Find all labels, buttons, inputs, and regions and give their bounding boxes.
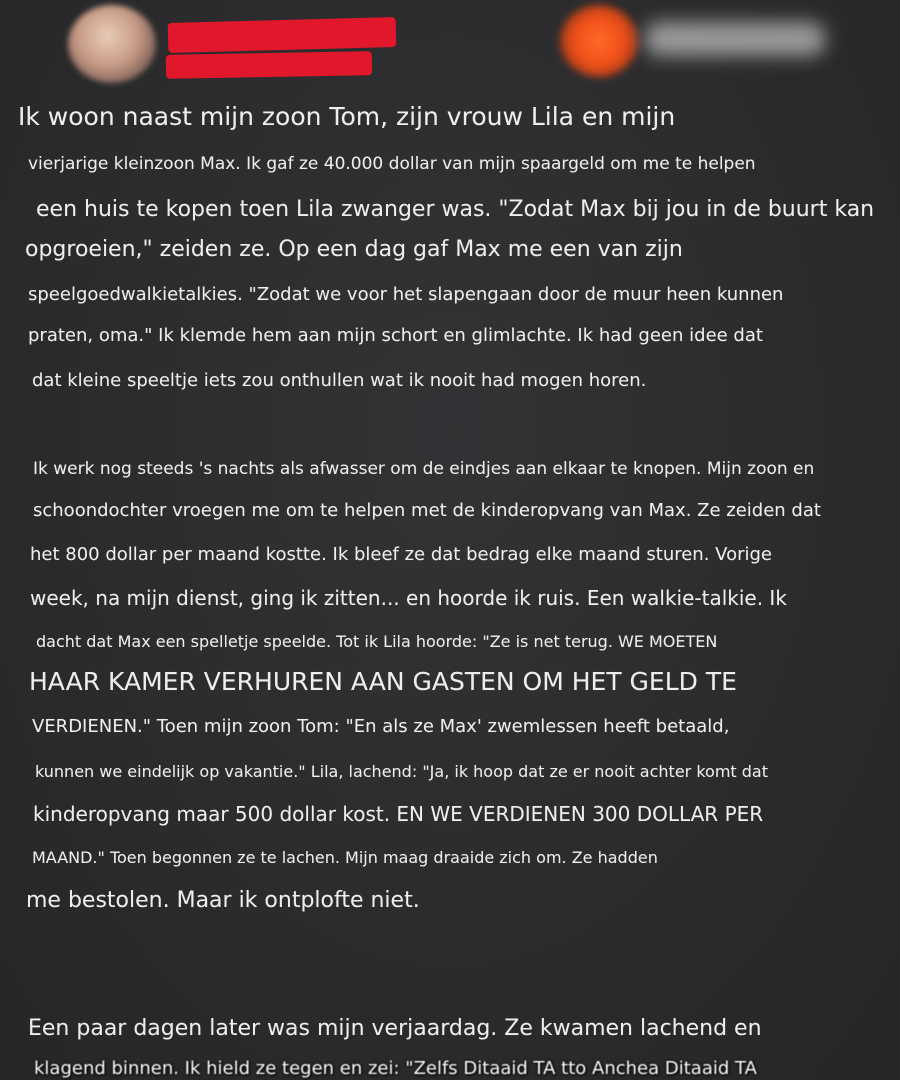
blurred-username (645, 22, 825, 56)
story-line: kinderopvang maar 500 dollar kost. EN WE VERDIENEN 300 DOLLAR PER (33, 802, 764, 826)
story-line: MAAND." Toen begonnen ze te lachen. Mijn maag draaide zich om. Ze hadden (32, 848, 658, 867)
right-avatar-icon (560, 5, 638, 77)
story-line: Ik werk nog steeds 's nachts als afwasser om de eindjes aan elkaar te knopen. Mijn zoon en (33, 459, 815, 479)
story-line: praten, oma." Ik klemde hem aan mijn schort en glimlachte. Ik had geen idee dat (28, 325, 763, 346)
story-line: vierjarige kleinzoon Max. Ik gaf ze 40.000 dollar van mijn spaargeld om me te helpen (28, 154, 756, 174)
story-line: speelgoedwalkietalkies. "Zodat we voor het slapengaan door de muur heen kunnen (28, 284, 784, 305)
story-line: Ik woon naast mijn zoon Tom, zijn vrouw Lila en mijn (18, 102, 676, 131)
story-line: dacht dat Max een spelletje speelde. Tot ik Lila hoorde: "Ze is net terug. WE MOETEN (36, 632, 718, 651)
story-line: VERDIENEN." Toen mijn zoon Tom: "En als ze Max' zwemlessen heeft betaald, (32, 716, 730, 737)
story-line: opgroeien," zeiden ze. Op een dag gaf Max me een van zijn (25, 237, 683, 262)
story-line: me bestolen. Maar ik ontplofte niet. (26, 888, 420, 913)
overlay-caption: klagend binnen. Ik hield ze tegen en zei: "Zelfs Ditaaid TA tto Anchea Ditaaid TA (34, 1058, 757, 1079)
story-line: Een paar dagen later was mijn verjaardag. Ze kwamen lachend en (28, 1016, 762, 1041)
story-line: HAAR KAMER VERHUREN AAN GASTEN OM HET GELD TE (29, 667, 737, 696)
left-avatar-icon (68, 5, 156, 83)
name-redaction-bar (168, 17, 397, 53)
story-line: een huis te kopen toen Lila zwanger was. "Zodat Max bij jou in de buurt kan (36, 197, 875, 222)
story-line: schoondochter vroegen me om te helpen met de kinderopvang van Max. Ze zeiden dat (33, 500, 821, 521)
name-redaction-bar (166, 51, 372, 79)
story-line: dat kleine speeltje iets zou onthullen wat ik nooit had mogen horen. (32, 370, 647, 391)
story-line: het 800 dollar per maand kostte. Ik bleef ze dat bedrag elke maand sturen. Vorige (30, 544, 772, 565)
story-line: kunnen we eindelijk op vakantie." Lila, lachend: "Ja, ik hoop dat ze er nooit achter komt dat (35, 762, 768, 781)
story-line: week, na mijn dienst, ging ik zitten... en hoorde ik ruis. Een walkie-talkie. Ik (30, 586, 787, 610)
